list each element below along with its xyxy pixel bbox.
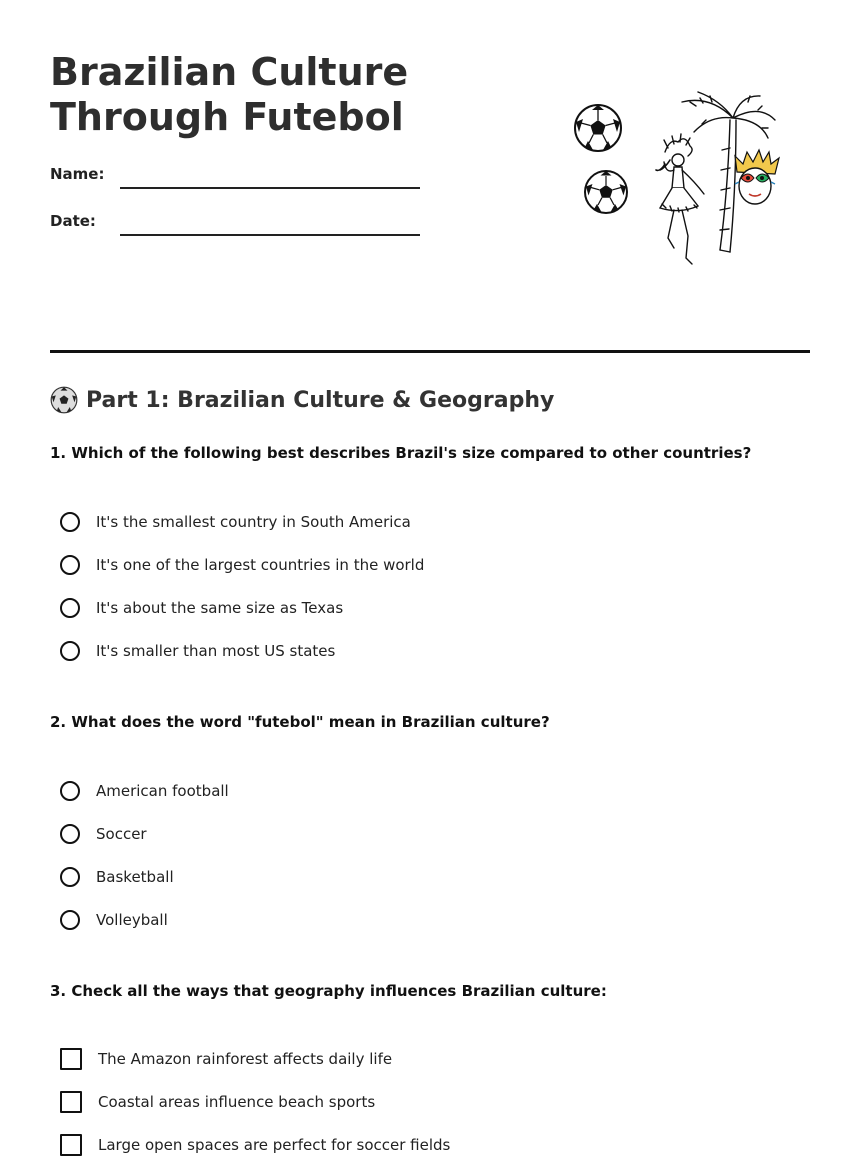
- question-2-option-1[interactable]: [60, 777, 229, 805]
- carnival-mask-icon: [735, 150, 779, 204]
- worksheet-title: [50, 50, 520, 140]
- title-line-1: Brazilian Culture: [50, 50, 409, 94]
- option-label: It's one of the largest countries in the world: [96, 556, 425, 574]
- question-2-option-2[interactable]: [60, 820, 147, 848]
- option-label: It's about the same size as Texas: [96, 599, 344, 617]
- question-2-option-3[interactable]: [60, 863, 174, 891]
- option-label: American football: [96, 782, 229, 800]
- title-line-2: Through Futebol: [50, 95, 404, 139]
- option-label: Large open spaces are perfect for soccer fields: [98, 1136, 451, 1154]
- question-1-option-2[interactable]: [60, 551, 424, 579]
- question-3-option-1[interactable]: [60, 1045, 392, 1073]
- part1-title-text: Part 1: Brazilian Culture & Geography: [86, 387, 555, 413]
- checkbox[interactable]: [60, 1134, 82, 1156]
- checkbox[interactable]: [60, 1048, 82, 1070]
- option-label: It's smaller than most US states: [96, 642, 336, 660]
- radio-button[interactable]: [60, 641, 80, 661]
- option-label: Basketball: [96, 868, 174, 886]
- question-1-option-4[interactable]: [60, 637, 335, 665]
- question-3-option-3[interactable]: [60, 1131, 450, 1159]
- question-1-option-1[interactable]: [60, 508, 411, 536]
- radio-button[interactable]: [60, 824, 80, 844]
- radio-button[interactable]: [60, 910, 80, 930]
- header-illustration: [570, 90, 790, 275]
- option-label: It's the smallest country in South America: [96, 513, 411, 531]
- worksheet-page: [50, 0, 810, 1161]
- soccer-ball-icon: [575, 105, 621, 151]
- question-2-option-4[interactable]: [60, 906, 168, 934]
- header-divider: [50, 350, 810, 353]
- radio-button[interactable]: [60, 555, 80, 575]
- name-field[interactable]: [120, 187, 420, 189]
- radio-button[interactable]: [60, 867, 80, 887]
- option-label: Soccer: [96, 825, 147, 843]
- option-label: The Amazon rainforest affects daily life: [98, 1050, 393, 1068]
- soccer-ball-icon: [585, 171, 627, 213]
- radio-button[interactable]: [60, 598, 80, 618]
- option-label: Volleyball: [96, 911, 168, 929]
- worksheet-header: [50, 0, 810, 353]
- carnival-dancer-icon: [656, 134, 704, 264]
- radio-button[interactable]: [60, 512, 80, 532]
- name-label: Name:: [50, 165, 105, 183]
- radio-button[interactable]: [60, 781, 80, 801]
- date-label: Date:: [50, 212, 96, 230]
- checkbox[interactable]: [60, 1091, 82, 1113]
- question-3-option-2[interactable]: [60, 1088, 375, 1116]
- question-1-option-3[interactable]: [60, 594, 343, 622]
- question-3: 3. Check all the ways that geography influences Brazilian culture:: [50, 982, 607, 1000]
- date-field[interactable]: [120, 234, 420, 236]
- part1-title: [50, 386, 554, 414]
- soccer-ball-icon: [50, 386, 78, 414]
- question-1: 1. Which of the following best describes Brazil's size compared to other countries?: [50, 444, 752, 462]
- question-2: 2. What does the word "futebol" mean in Brazilian culture?: [50, 713, 550, 731]
- option-label: Coastal areas influence beach sports: [98, 1093, 376, 1111]
